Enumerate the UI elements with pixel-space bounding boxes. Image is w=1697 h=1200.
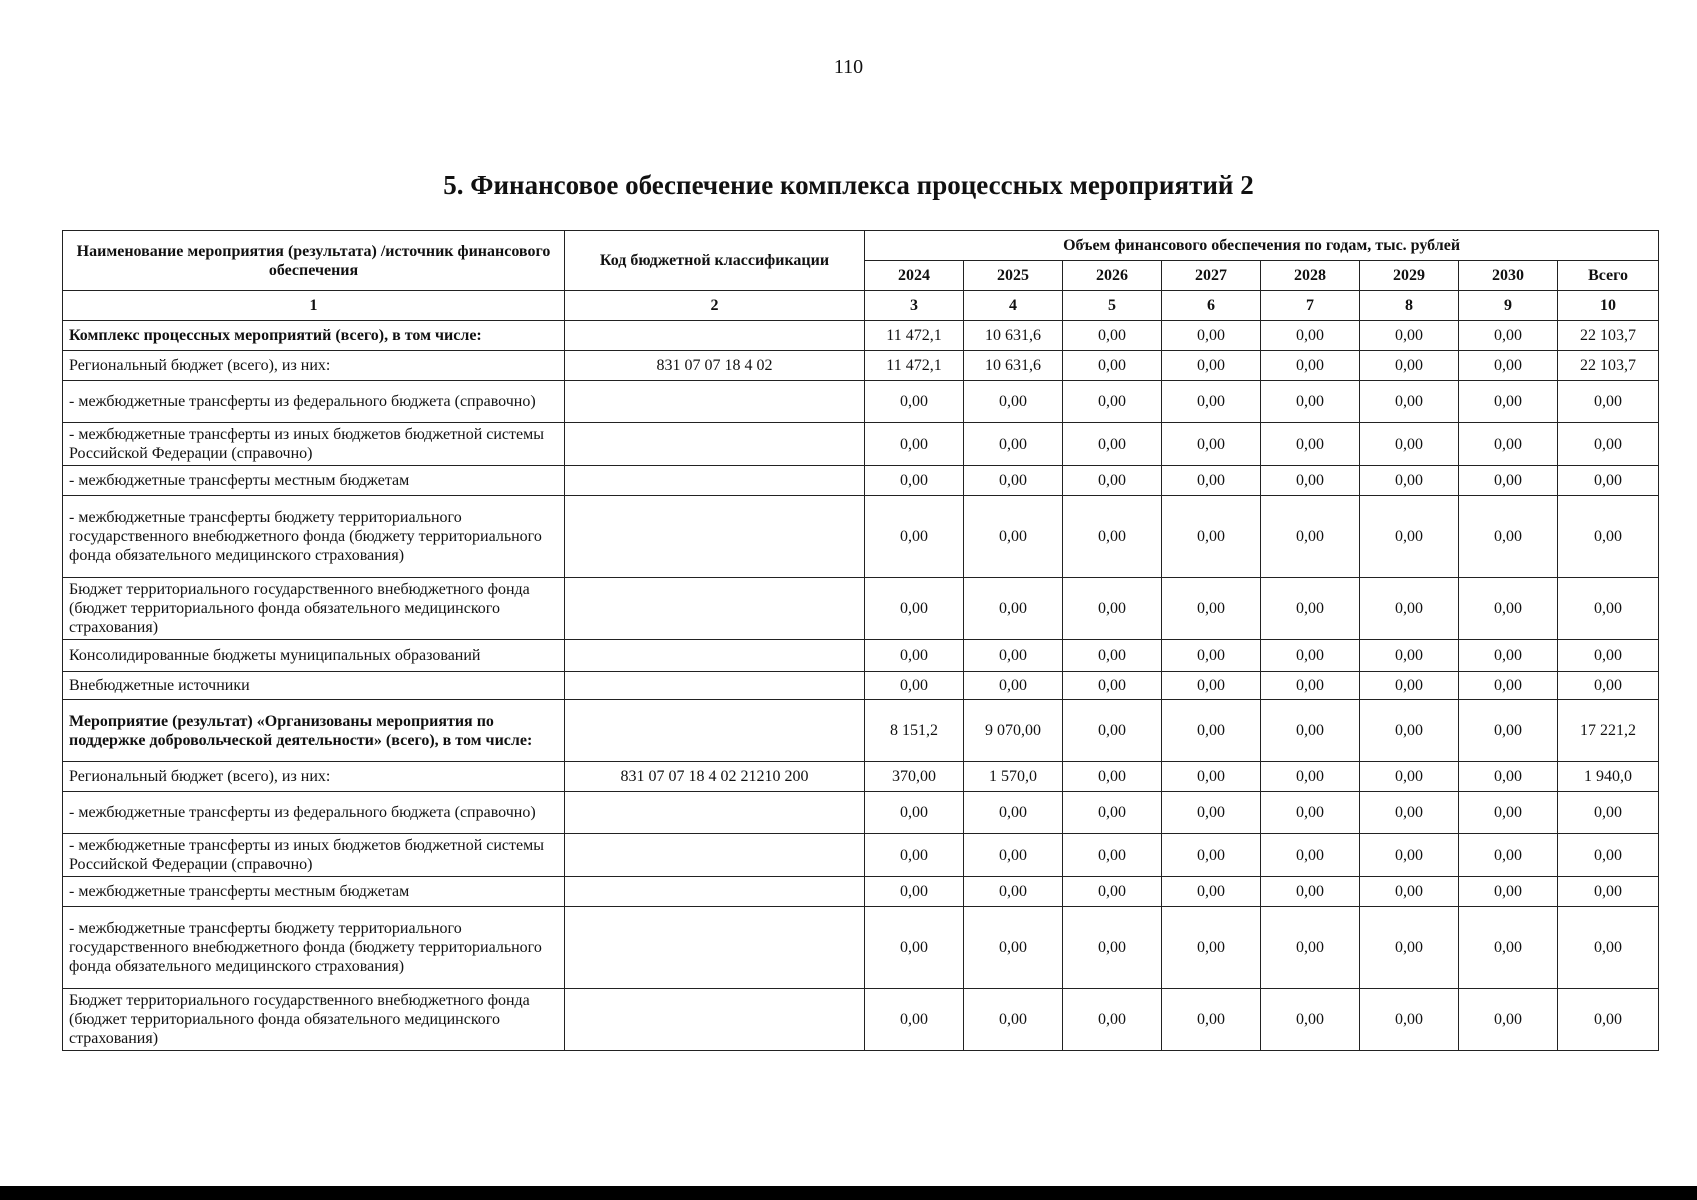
row-code — [565, 877, 865, 907]
table-row — [63, 423, 1659, 466]
row-value: 0,00 — [1459, 907, 1558, 989]
row-value: 0,00 — [1459, 672, 1558, 700]
row-value: 0,00 — [1162, 423, 1261, 466]
row-value: 0,00 — [865, 381, 964, 423]
row-name: Внебюджетные источники — [63, 672, 565, 700]
row-value: 0,00 — [1261, 877, 1360, 907]
row-value: 0,00 — [1459, 762, 1558, 792]
header-year: 2025 — [964, 261, 1063, 291]
row-value: 0,00 — [1360, 834, 1459, 877]
row-value: 0,00 — [1360, 381, 1459, 423]
row-value: 0,00 — [865, 466, 964, 496]
row-value: 8 151,2 — [865, 700, 964, 762]
document-title: 5. Финансовое обеспечение комплекса процессных мероприятий 2 — [443, 170, 1254, 200]
row-value: 0,00 — [1162, 351, 1261, 381]
row-value: 0,00 — [1261, 834, 1360, 877]
row-total: 0,00 — [1558, 640, 1659, 672]
row-value: 0,00 — [964, 792, 1063, 834]
row-code — [565, 834, 865, 877]
table-row — [63, 834, 1659, 877]
table-row — [63, 877, 1659, 907]
row-value: 0,00 — [1459, 381, 1558, 423]
row-value: 0,00 — [964, 496, 1063, 578]
table-row — [63, 700, 1659, 762]
row-value: 9 070,00 — [964, 700, 1063, 762]
row-name: Бюджет территориального государственного внебюджетного фонда (бюджет территориального фонда обязательного медицинского страхования) — [63, 578, 565, 640]
row-value: 0,00 — [1360, 578, 1459, 640]
row-name: Бюджет территориального государственного внебюджетного фонда (бюджет территориального фонда обязательного медицинского страхования) — [63, 989, 565, 1051]
row-value: 0,00 — [1459, 466, 1558, 496]
row-value: 0,00 — [1063, 672, 1162, 700]
row-code — [565, 640, 865, 672]
table-row — [63, 381, 1659, 423]
row-value: 0,00 — [1261, 466, 1360, 496]
row-value: 0,00 — [1261, 496, 1360, 578]
row-name: - межбюджетные трансферты бюджету территориального государственного внебюджетного фонда (бюджету территориального фонда обязательного медицинского страхования) — [63, 496, 565, 578]
row-value: 0,00 — [1162, 989, 1261, 1051]
row-value: 0,00 — [1063, 496, 1162, 578]
row-value: 0,00 — [1360, 423, 1459, 466]
row-value: 0,00 — [1360, 700, 1459, 762]
row-value: 0,00 — [865, 640, 964, 672]
row-name: - межбюджетные трансферты из федерального бюджета (справочно) — [63, 792, 565, 834]
row-value: 370,00 — [865, 762, 964, 792]
header-volume: Объем финансового обеспечения по годам, тыс. рублей — [865, 231, 1659, 261]
row-value: 0,00 — [1261, 672, 1360, 700]
row-code — [565, 496, 865, 578]
row-code — [565, 907, 865, 989]
table-row — [63, 351, 1659, 381]
row-value: 0,00 — [1261, 321, 1360, 351]
row-value: 0,00 — [964, 989, 1063, 1051]
row-value: 0,00 — [1063, 423, 1162, 466]
row-value: 0,00 — [1063, 381, 1162, 423]
row-value: 10 631,6 — [964, 351, 1063, 381]
row-code — [565, 989, 865, 1051]
row-value: 0,00 — [1162, 578, 1261, 640]
row-value: 0,00 — [1063, 640, 1162, 672]
header-year: 2027 — [1162, 261, 1261, 291]
table-row — [63, 792, 1659, 834]
row-value: 0,00 — [865, 834, 964, 877]
table-header — [63, 231, 1659, 321]
row-total: 0,00 — [1558, 466, 1659, 496]
column-number: 7 — [1261, 291, 1360, 321]
header-name: Наименование мероприятия (результата) /источник финансового обеспечения — [63, 231, 565, 291]
row-value: 0,00 — [1261, 640, 1360, 672]
row-name: - межбюджетные трансферты местным бюджетам — [63, 877, 565, 907]
row-value: 0,00 — [964, 640, 1063, 672]
header-year: 2030 — [1459, 261, 1558, 291]
row-value: 0,00 — [1459, 792, 1558, 834]
row-value: 0,00 — [1261, 907, 1360, 989]
row-value: 0,00 — [1261, 423, 1360, 466]
row-value: 0,00 — [1162, 381, 1261, 423]
row-name: Комплекс процессных мероприятий (всего), в том числе: — [63, 321, 565, 351]
row-total: 0,00 — [1558, 907, 1659, 989]
row-total: 0,00 — [1558, 381, 1659, 423]
row-value: 0,00 — [865, 907, 964, 989]
row-value: 0,00 — [1162, 640, 1261, 672]
table-row — [63, 466, 1659, 496]
column-number: 4 — [964, 291, 1063, 321]
row-value: 0,00 — [964, 381, 1063, 423]
row-value: 0,00 — [1459, 321, 1558, 351]
row-value: 0,00 — [1360, 640, 1459, 672]
header-year: 2029 — [1360, 261, 1459, 291]
row-value: 0,00 — [1360, 672, 1459, 700]
row-total: 0,00 — [1558, 496, 1659, 578]
row-value: 0,00 — [964, 834, 1063, 877]
row-value: 10 631,6 — [964, 321, 1063, 351]
page-number: 110 — [833, 56, 864, 78]
row-value: 0,00 — [1459, 496, 1558, 578]
row-value: 0,00 — [1459, 578, 1558, 640]
row-value: 0,00 — [1261, 989, 1360, 1051]
column-number: 6 — [1162, 291, 1261, 321]
row-value: 0,00 — [964, 578, 1063, 640]
row-value: 0,00 — [1360, 321, 1459, 351]
row-value: 0,00 — [1360, 989, 1459, 1051]
row-total: 0,00 — [1558, 834, 1659, 877]
row-value: 0,00 — [865, 423, 964, 466]
row-value: 0,00 — [964, 907, 1063, 989]
row-value: 0,00 — [964, 423, 1063, 466]
row-value: 0,00 — [1063, 578, 1162, 640]
row-value: 0,00 — [1162, 834, 1261, 877]
row-value: 0,00 — [1360, 351, 1459, 381]
row-value: 0,00 — [1360, 877, 1459, 907]
header-code: Код бюджетной классификации — [565, 231, 865, 291]
row-name: Консолидированные бюджеты муниципальных образований — [63, 640, 565, 672]
header-year: 2028 — [1261, 261, 1360, 291]
table-body — [63, 321, 1659, 1051]
row-value: 0,00 — [1459, 989, 1558, 1051]
row-value: 0,00 — [1063, 466, 1162, 496]
row-value: 0,00 — [1063, 762, 1162, 792]
row-value: 0,00 — [1459, 877, 1558, 907]
column-number: 10 — [1558, 291, 1659, 321]
row-value: 0,00 — [1162, 321, 1261, 351]
row-value: 0,00 — [865, 672, 964, 700]
row-value: 0,00 — [865, 989, 964, 1051]
row-name: - межбюджетные трансферты из федерального бюджета (справочно) — [63, 381, 565, 423]
scan-bottom-edge — [0, 1186, 1697, 1200]
row-value: 0,00 — [1360, 907, 1459, 989]
row-value: 0,00 — [1063, 907, 1162, 989]
row-name: Региональный бюджет (всего), из них: — [63, 351, 565, 381]
row-code — [565, 321, 865, 351]
row-value: 0,00 — [865, 792, 964, 834]
row-value: 0,00 — [1162, 877, 1261, 907]
financing-table — [62, 230, 1659, 1051]
row-value: 1 570,0 — [964, 762, 1063, 792]
row-value: 0,00 — [964, 877, 1063, 907]
row-name: - межбюджетные трансферты из иных бюджетов бюджетной системы Российской Федерации (справочно) — [63, 423, 565, 466]
row-total: 17 221,2 — [1558, 700, 1659, 762]
row-value: 0,00 — [1162, 700, 1261, 762]
row-value: 0,00 — [1261, 700, 1360, 762]
row-total: 0,00 — [1558, 672, 1659, 700]
table-row — [63, 496, 1659, 578]
row-total: 0,00 — [1558, 792, 1659, 834]
row-value: 0,00 — [1459, 423, 1558, 466]
column-number: 1 — [63, 291, 565, 321]
row-value: 0,00 — [1063, 989, 1162, 1051]
row-value: 0,00 — [1360, 792, 1459, 834]
column-number: 5 — [1063, 291, 1162, 321]
row-value: 0,00 — [1261, 762, 1360, 792]
row-code — [565, 700, 865, 762]
row-name: - межбюджетные трансферты бюджету территориального государственного внебюджетного фонда (бюджету территориального фонда обязательного медицинского страхования) — [63, 907, 565, 989]
table-row — [63, 321, 1659, 351]
row-value: 0,00 — [1162, 762, 1261, 792]
table-row — [63, 640, 1659, 672]
column-number-row — [63, 291, 1659, 321]
header-year: 2026 — [1063, 261, 1162, 291]
table-row — [63, 989, 1659, 1051]
row-name: - межбюджетные трансферты местным бюджетам — [63, 466, 565, 496]
row-value: 0,00 — [1459, 640, 1558, 672]
row-value: 0,00 — [1261, 381, 1360, 423]
row-value: 11 472,1 — [865, 351, 964, 381]
row-value: 0,00 — [1360, 496, 1459, 578]
row-name: Региональный бюджет (всего), из них: — [63, 762, 565, 792]
row-value: 0,00 — [1162, 792, 1261, 834]
table-row — [63, 672, 1659, 700]
row-value: 0,00 — [1063, 834, 1162, 877]
row-value: 0,00 — [964, 466, 1063, 496]
column-number: 2 — [565, 291, 865, 321]
row-value: 0,00 — [1162, 907, 1261, 989]
row-value: 0,00 — [1261, 351, 1360, 381]
column-number: 9 — [1459, 291, 1558, 321]
table-row — [63, 578, 1659, 640]
row-value: 0,00 — [1261, 578, 1360, 640]
row-total: 22 103,7 — [1558, 321, 1659, 351]
header-total: Всего — [1558, 261, 1659, 291]
row-value: 0,00 — [1063, 792, 1162, 834]
row-value: 0,00 — [1063, 700, 1162, 762]
header-year: 2024 — [865, 261, 964, 291]
row-code: 831 07 07 18 4 02 — [565, 351, 865, 381]
row-value: 0,00 — [1459, 351, 1558, 381]
row-total: 0,00 — [1558, 578, 1659, 640]
row-total: 1 940,0 — [1558, 762, 1659, 792]
table-row — [63, 762, 1659, 792]
row-code — [565, 466, 865, 496]
row-value: 0,00 — [1459, 700, 1558, 762]
row-value: 0,00 — [964, 672, 1063, 700]
row-value: 0,00 — [1063, 351, 1162, 381]
row-code — [565, 672, 865, 700]
row-code: 831 07 07 18 4 02 21210 200 — [565, 762, 865, 792]
row-code — [565, 578, 865, 640]
table-row — [63, 907, 1659, 989]
row-value: 0,00 — [1360, 466, 1459, 496]
row-total: 22 103,7 — [1558, 351, 1659, 381]
row-total: 0,00 — [1558, 877, 1659, 907]
row-value: 0,00 — [1162, 466, 1261, 496]
row-code — [565, 381, 865, 423]
row-value: 0,00 — [1063, 321, 1162, 351]
row-value: 0,00 — [1162, 672, 1261, 700]
column-number: 3 — [865, 291, 964, 321]
row-total: 0,00 — [1558, 423, 1659, 466]
row-value: 0,00 — [865, 877, 964, 907]
row-total: 0,00 — [1558, 989, 1659, 1051]
row-value: 0,00 — [1459, 834, 1558, 877]
row-value: 11 472,1 — [865, 321, 964, 351]
row-name: - межбюджетные трансферты из иных бюджетов бюджетной системы Российской Федерации (справочно) — [63, 834, 565, 877]
row-name: Мероприятие (результат) «Организованы мероприятия по поддержке добровольческой деятельности» (всего), в том числе: — [63, 700, 565, 762]
row-value: 0,00 — [1261, 792, 1360, 834]
row-value: 0,00 — [865, 496, 964, 578]
row-value: 0,00 — [1162, 496, 1261, 578]
row-value: 0,00 — [1063, 877, 1162, 907]
row-code — [565, 792, 865, 834]
row-value: 0,00 — [1360, 762, 1459, 792]
row-value: 0,00 — [865, 578, 964, 640]
row-code — [565, 423, 865, 466]
column-number: 8 — [1360, 291, 1459, 321]
